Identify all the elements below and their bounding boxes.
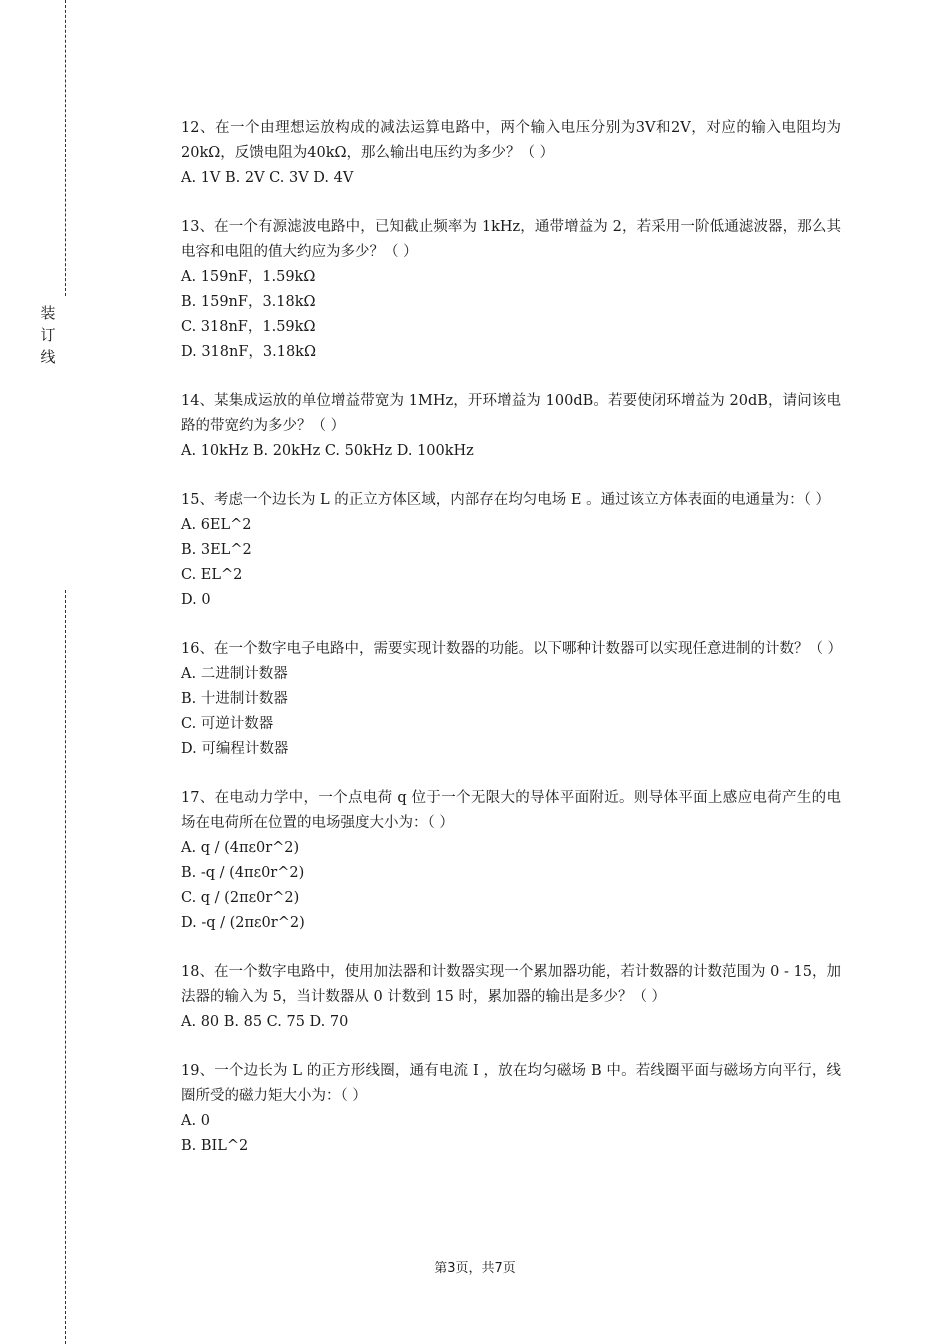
option-a: A. 二进制计数器 bbox=[181, 666, 288, 682]
question-16 bbox=[181, 637, 841, 762]
option-b: B. 159nF，3.18kΩ bbox=[181, 294, 316, 310]
binding-line-bottom bbox=[65, 590, 66, 1344]
question-options: A. 1V B. 2V C. 3V D. 4V bbox=[181, 170, 354, 186]
option-b: B. -q / (4πε0r^2) bbox=[181, 865, 305, 881]
question-15 bbox=[181, 488, 841, 613]
option-c: C. 318nF，1.59kΩ bbox=[181, 319, 316, 335]
question-stem: 15、考虑一个边长为 L 的正立方体区域，内部存在均匀电场 E 。通过该立方体表面的电通量为：（ ） bbox=[181, 492, 830, 508]
question-stem: 12、在一个由理想运放构成的减法运算电路中，两个输入电压分别为3V和2V，对应的输入电阻均为20kΩ，反馈电阻为40kΩ，那么输出电压约为多少？（ ） bbox=[181, 120, 841, 161]
question-options: A. 10kHz B. 20kHz C. 50kHz D. 100kHz bbox=[181, 443, 474, 459]
question-stem: 19、一个边长为 L 的正方形线圈，通有电流 I ，放在均匀磁场 B 中。若线圈平面与磁场方向平行，线圈所受的磁力矩大小为：（ ） bbox=[181, 1063, 841, 1104]
option-d: D. 318nF，3.18kΩ bbox=[181, 344, 316, 360]
option-c: C. q / (2πε0r^2) bbox=[181, 890, 300, 906]
option-d: D. 可编程计数器 bbox=[181, 741, 289, 757]
question-options: A. 80 B. 85 C. 75 D. 70 bbox=[181, 1014, 349, 1030]
binding-label bbox=[38, 302, 58, 368]
question-13 bbox=[181, 215, 841, 365]
binding-char: 订 bbox=[40, 326, 56, 344]
option-b: B. 3EL^2 bbox=[181, 542, 252, 558]
question-19 bbox=[181, 1059, 841, 1159]
question-17 bbox=[181, 786, 841, 936]
option-a: A. q / (4πε0r^2) bbox=[181, 840, 300, 856]
option-b: B. 十进制计数器 bbox=[181, 691, 288, 707]
option-c: C. 可逆计数器 bbox=[181, 716, 274, 732]
option-b: B. BIL^2 bbox=[181, 1138, 249, 1154]
question-18 bbox=[181, 960, 841, 1035]
option-d: D. -q / (2πε0r^2) bbox=[181, 915, 305, 931]
option-a: A. 0 bbox=[181, 1113, 210, 1129]
question-list bbox=[181, 116, 841, 1183]
option-c: C. EL^2 bbox=[181, 567, 243, 583]
question-12 bbox=[181, 116, 841, 191]
question-stem: 16、在一个数字电子电路中，需要实现计数器的功能。以下哪种计数器可以实现任意进制的计数？（ ） bbox=[181, 641, 843, 657]
question-stem: 17、在电动力学中，一个点电荷 q 位于一个无限大的导体平面附近。则导体平面上感应电荷产生的电场在电荷所在位置的电场强度大小为：（ ） bbox=[181, 790, 841, 831]
binding-line-top bbox=[65, 0, 66, 296]
question-stem: 13、在一个有源滤波电路中，已知截止频率为 1kHz，通带增益为 2，若采用一阶低通滤波器，那么其电容和电阻的值大约应为多少？（ ） bbox=[181, 219, 841, 260]
question-stem: 14、某集成运放的单位增益带宽为 1MHz，开环增益为 100dB。若要使闭环增益为 20dB，请问该电路的带宽约为多少？（ ） bbox=[181, 393, 841, 434]
binding-char: 装 bbox=[40, 304, 56, 322]
question-14 bbox=[181, 389, 841, 464]
page-number: 第3页，共7页 bbox=[434, 1261, 516, 1276]
question-stem: 18、在一个数字电路中，使用加法器和计数器实现一个累加器功能，若计数器的计数范围为 0 - 15，加法器的输入为 5，当计数器从 0 计数到 15 时，累加器的输出是多少？（ ） bbox=[181, 964, 841, 1005]
option-d: D. 0 bbox=[181, 592, 211, 608]
binding-char: 线 bbox=[40, 348, 56, 366]
option-a: A. 6EL^2 bbox=[181, 517, 252, 533]
option-a: A. 159nF，1.59kΩ bbox=[181, 269, 316, 285]
